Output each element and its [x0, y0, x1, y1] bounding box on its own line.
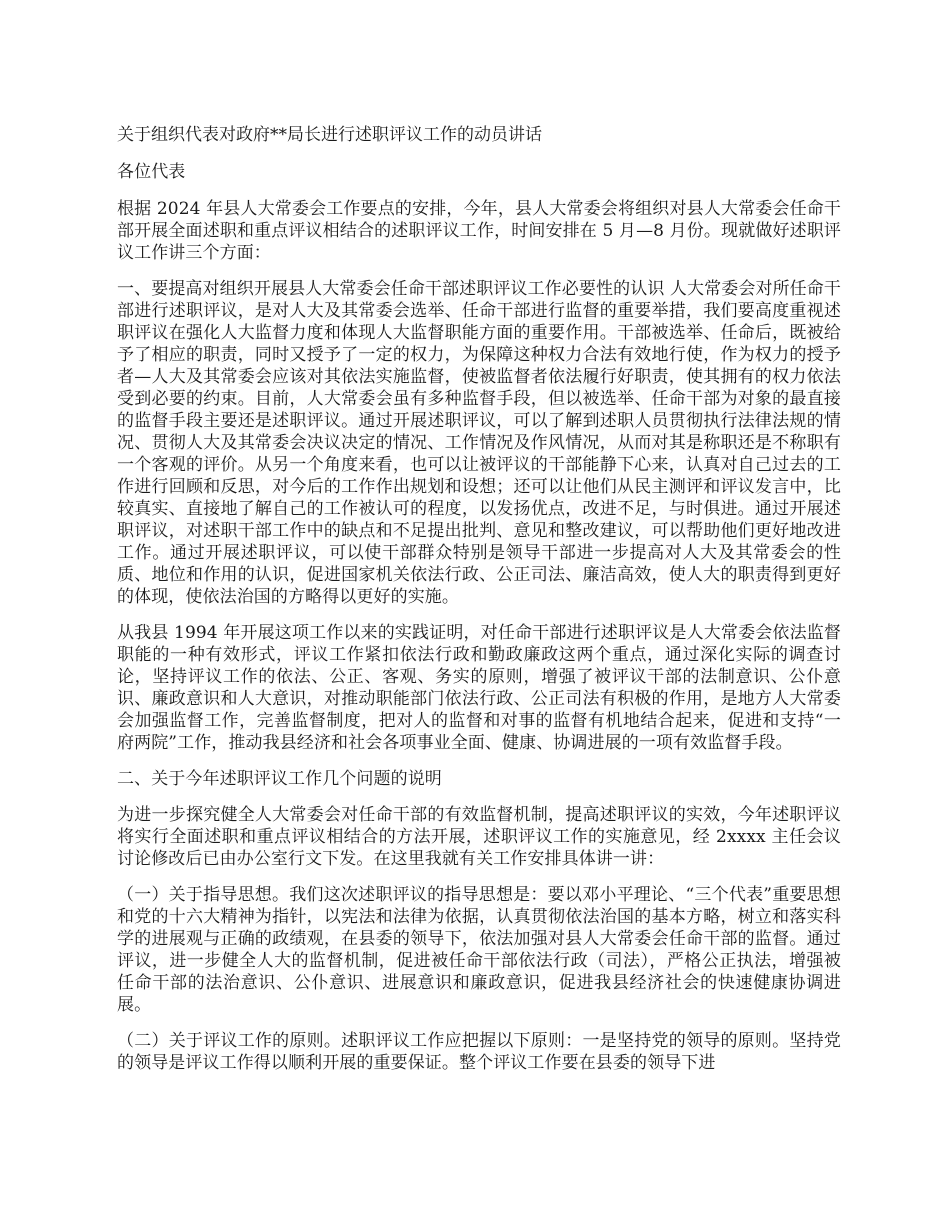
paragraph-practice: 从我县 1994 年开展这项工作以来的实践证明，对任命干部进行述职评议是人大常委会依法监督职能的一种有效形式，评议工作紧扣依法行政和勤政廉政这两个重点，通过深化实际的调查讨论，坚持评议工作的依法、公正、客观、务实的原则，增强了被评议干部的法制意识、公仆意识、廉政意识和人大意识，对推动职能部门依法行政、公正司法有积极的作用，是地方人大常委会加强监督工作，完善监督制度，把对人的监督和对事的监督有机地结合起来，促进和支持“一府两院”工作，推动我县经济和社会各项事业全面、健康、协调进展的一项有效监督手段。	[117, 623, 841, 753]
paragraph-guiding-thought: （一）关于指导思想。我们这次述职评议的指导思想是：要以邓小平理论、“三个代表”重要思想和党的十六大精神为指针，以宪法和法律为依据，认真贯彻依法治国的基本方略，树立和落实科学的进展观与正确的政绩观，在县委的领导下，依法加强对县人大常委会任命干部的监督。通过评议，进一步健全人大的监督机制，促进被任命干部依法行政（司法），严格公正执法，增强被任命干部的法治意识、公仆意识、进展意识和廉政意识，促进我县经济社会的快速健康协调进展。	[117, 885, 841, 1015]
salutation: 各位代表	[117, 162, 186, 182]
document-title: 关于组织代表对政府**局长进行述职评议工作的动员讲话	[117, 125, 542, 145]
document-page	[117, 124, 841, 1088]
paragraph-explanation: 为进一步探究健全人大常委会对任命干部的有效监督机制，提高述职评议的实效，今年述职评议将实行全面述职和重点评议相结合的方法开展，述职评议工作的实施意见，经 2xxxx 主任会议讨论修改后已由办公室行文下发。在这里我就有关工作安排具体讲一讲：	[117, 805, 841, 869]
paragraph-section-one: 一、要提高对组织开展县人大常委会任命干部述职评议工作必要性的认识 人大常委会对所任命干部进行述职评议，是对人大及其常委会选举、任命干部进行监督的重要举措，我们要高度重视述职评议在强化人大监督力度和体现人大监督职能方面的重要作用。干部被选举、任命后，既被给予了相应的职责，同时又授予了一定的权力，为保障这种权力合法有效地行使，作为权力的授予者—人大及其常委会应该对其依法实施监督，使被监督者依法履行好职责，使其拥有的权力依法受到必要的约束。目前，人大常委会虽有多种监督手段，但以被选举、任命干部为对象的最直接的监督手段主要还是述职评议。通过开展述职评议，可以了解到述职人员贯彻执行法律法规的情况、贯彻人大及其常委会决议决定的情况、工作情况及作风情况，从而对其是称职还是不称职有一个客观的评价。从另一个角度来看，也可以让被评议的干部能静下心来，认真对自己过去的工作进行回顾和反思，对今后的工作作出规划和设想；还可以让他们从民主测评和评议发言中，比较真实、直接地了解自己的工作被认可的程度，以发扬优点，改进不足，与时俱进。通过开展述职评议，对述职干部工作中的缺点和不足提出批判、意见和整改建议，可以帮助他们更好地改进工作。通过开展述职评议，可以使干部群众特别是领导干部进一步提高对人大及其常委会的性质、地位和作用的认识，促进国家机关依法行政、公正司法、廉洁高效，使人大的职责得到更好的体现，使依法治国的方略得以更好的实施。	[117, 279, 841, 607]
section-heading-two: 二、关于今年述职评议工作几个问题的说明	[117, 769, 442, 789]
paragraph-intro: 根据 2024 年县人大常委会工作要点的安排，今年，县人大常委会将组织对县人大常委会任命干部开展全面述职和重点评议相结合的述职评议工作，时间安排在 5 月—8 月份。现就做好述职评议工作讲三个方面：	[117, 199, 841, 263]
paragraph-principles: （二）关于评议工作的原则。述职评议工作应把握以下原则：一是坚持党的领导的原则。坚持党的领导是评议工作得以顺利开展的重要保证。整个评议工作要在县委的领导下进	[117, 1031, 841, 1073]
